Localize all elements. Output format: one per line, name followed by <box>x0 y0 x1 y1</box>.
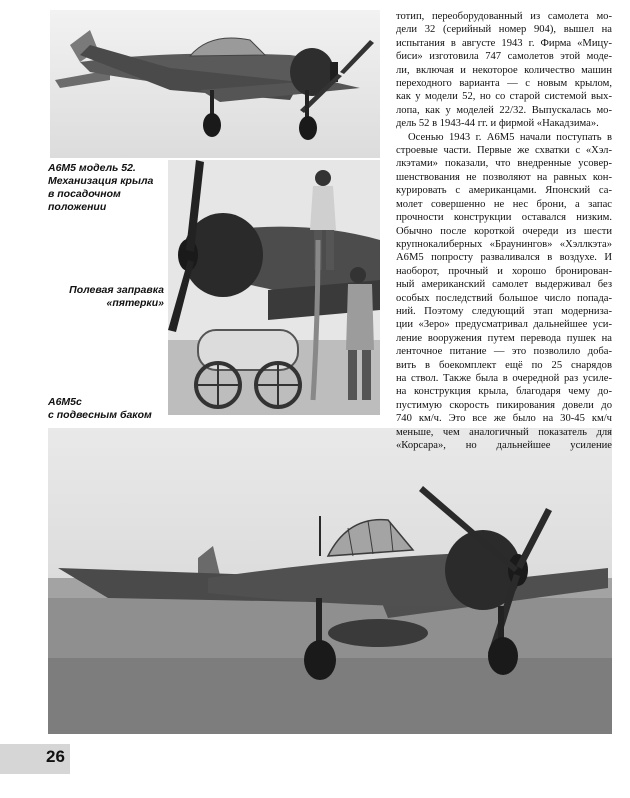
caption-line: Механизация крыла <box>48 175 154 187</box>
caption-line: положении <box>48 201 107 213</box>
article-line: 740 км/ч. Это все же было на 30-45 км/ч <box>396 413 612 425</box>
article-line: на ствол. Также была в очередной раз усиле- <box>396 372 612 384</box>
page-number: 26 <box>46 747 65 766</box>
article-line: лкэтами» показали, что внедренные усовер- <box>396 158 612 170</box>
article-line: биси» изготовила 747 самолетов этой моде- <box>396 51 612 63</box>
article-line: лопа, как у моделей 22/32. Выпускалась мо- <box>396 104 612 116</box>
article-line: прочности конструкции оставался низким. <box>396 212 612 224</box>
article-line: ли, включая и некоторое количество машин <box>396 64 612 76</box>
article-line: тотип, переоборудованный из самолета мо- <box>396 11 612 22</box>
article-line: ный американский самолет выдерживал без <box>396 279 612 291</box>
article-line: A6M5 попросту разваливался в воздухе. И <box>396 252 612 264</box>
article-line: крупнокалиберных «Браунингов» «Хэллкэта» <box>396 238 612 250</box>
caption-line: A6M5 модель 52. <box>48 162 136 174</box>
photo-a6m5-model52-flight <box>50 10 380 158</box>
photo-field-refuelling <box>168 160 380 415</box>
article-line: ление вооружения путем перевода пушек на <box>396 332 612 344</box>
article-line: молет совершенно не нес брони, а запас <box>396 198 612 210</box>
caption-line: A6M5c <box>48 396 82 408</box>
caption-line: Полевая заправка <box>69 284 164 296</box>
article-line: ленточное питание — это позволило доба- <box>396 346 612 358</box>
article-line: меньше, чем аналогичный показатель для <box>396 426 612 438</box>
article-line: на конструкция крыла, благодаря чему до- <box>396 386 612 398</box>
article-line: испытания в августе 1943 г. Фирма «Мицу- <box>396 37 612 49</box>
article-line: переходного варианта — с новым крылом, <box>396 78 612 90</box>
article-line: дель 52 в 1943-44 гг. и фирмой «Накадзима». <box>396 118 599 130</box>
caption-line: с подвесным баком <box>48 409 152 421</box>
article-line: пустимую скорость пикирования довели до <box>396 399 612 411</box>
article-line: Осенью 1943 г. A6M5 начали поступать в <box>408 131 612 143</box>
article-text-column <box>396 10 612 452</box>
article-line: ний. Поэтому следующий этап модерниза- <box>396 305 612 317</box>
article-line: «Корсара», но дальнейшее усиление <box>396 440 612 451</box>
photo-a6m5c-drop-tank <box>48 428 612 734</box>
article-line: наоборот, прочный и хорошо бронирован- <box>396 265 612 277</box>
caption-line: в посадочном <box>48 188 121 200</box>
caption-a6m5-model52 <box>48 162 166 214</box>
article-line: Обычно после короткой очереди из шести <box>396 225 612 237</box>
caption-field-refuelling <box>40 284 164 310</box>
article-line: курировать с американцами. Японский са- <box>396 185 612 197</box>
caption-a6m5c <box>48 396 166 422</box>
article-line: как у модели 52, но со старой системой вых- <box>396 91 612 103</box>
article-line: особых последствий большое число попада- <box>396 292 612 304</box>
article-line: шенствования не позволяют на равных кон- <box>396 171 612 183</box>
article-line: дели 32 (серийный номер 904), вышел на <box>396 24 612 36</box>
article-line: ции «Зеро» предусматривал дальнейшее уси- <box>396 319 612 331</box>
article-line: вить в боекомплект ещё по 25 снарядов <box>396 359 612 371</box>
article-line: строевые части. Первые же схватки с «Хэл- <box>396 145 612 157</box>
caption-line: «пятерки» <box>106 297 164 309</box>
